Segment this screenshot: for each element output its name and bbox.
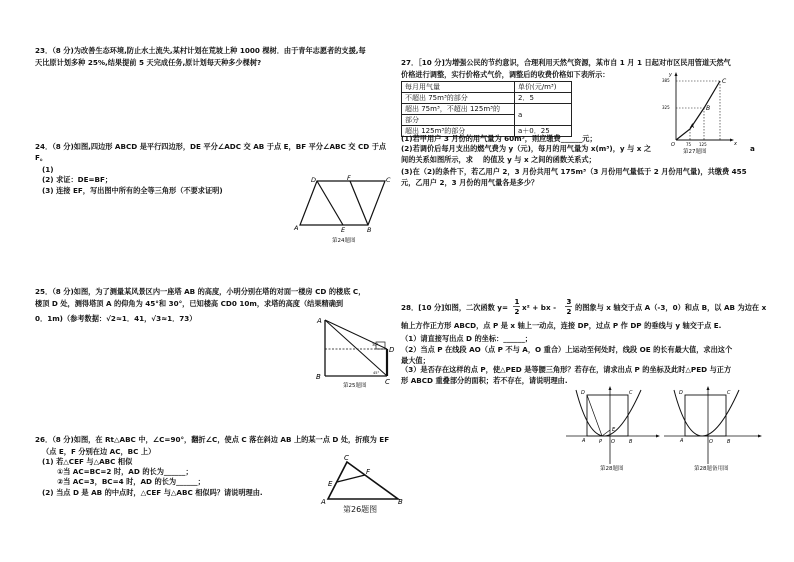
label-A: A [321,498,326,506]
svg-text:A: A [680,438,684,444]
axis-x-label: x [734,141,737,147]
axis-y-label: y [669,72,672,78]
q28-sub3: （3）是否存在这样的点 P，使△PED 是等腰三角形？若存在，请求出点 P 的坐标及此时△PED 与正方 [401,365,732,374]
table-header-cell: 单价(元/m³) [515,82,572,93]
label-E: E [328,480,333,488]
q28-line1a: 28．[10 分]如图，二次函数 y= [401,303,508,312]
table-cell: 不超出 75m³的部分 [402,93,515,104]
q28-sub1: （1）请直接写出点 D 的坐标：______； [401,334,532,343]
label-E: E [341,226,346,234]
label-B: B [367,226,372,234]
table-cell: 超出 75m³，不超出 125m³的 [402,104,515,115]
q28-line1c: 的图象与 x 轴交于点 A（-3，0）和点 B，以 AB 为边在 x [575,303,767,312]
table-cell: a [515,104,572,126]
q27-part4: (3)在（2)的条件下，若乙用户 2，3 月份共用气 175m³（3 月份用气量低于 2 月份用气量)，共缴费 455 [401,167,747,176]
svg-text:2: 2 [514,308,520,316]
svg-text:P: P [599,439,603,445]
table-cell: 超出 125m³的部分 [402,126,515,137]
label-B: B [398,498,403,506]
q28-parabola-figure [566,386,661,466]
label-A: A [690,123,695,130]
svg-text:D: D [679,390,683,396]
q27-part1: (1)若甲用户 3 月份的用气量为 60m³，则应缴费______元； [401,134,597,143]
q24-parallelogram-figure [294,174,400,236]
q23-line1: 23．（8 分)为改善生态环境,防止水土流失,某村计划在荒坡上种 1000 棵树．由于青年志愿者的支援,每 [35,46,366,55]
q28-fraction-1 [513,297,521,317]
q28-sub2: （2）当点 P 在线段 AO（点 P 不与 A，O 重合）上运动至何处时，线段 OE 的长有最大值，求出这个 [401,345,733,354]
label-A: A [317,317,322,325]
q26-caption: 第26题图 [343,505,378,514]
label-F: F [366,468,371,476]
q24-sub3: (3) 连接 EF，写出图中所有的全等三角形（不要求证明) [42,186,223,195]
table-header-cell: 每月用气量 [402,82,515,93]
q28-caption-right: 第28题备用图 [694,466,729,472]
svg-text:D: D [581,390,585,396]
q28-line1b: x² + bx - [522,303,557,312]
tick-125: 125 [699,142,707,147]
svg-text:A: A [582,438,586,444]
q27-part2b: 间的关系如图所示，求 [401,155,473,164]
q27-caption: 第27题图 [683,149,707,155]
q28-line2: 轴上方作正方形 ABCD，点 P 是 x 轴上一动点，连接 DP，过点 P 作 DP 的垂线与 y 轴交于点 E. [401,321,722,330]
svg-text:O: O [611,439,615,445]
q27-part3: 的值及 y 与 x 之间的函数关系式； [483,155,596,164]
q27-line2: 价格进行调整，实行价格式气价，调整后的收费价格如下表所示： [401,70,610,79]
table-row [402,82,572,93]
label-C: C [722,78,727,85]
label-C: C [385,378,390,386]
tick-75: 75 [686,142,692,147]
q26-line2: （点 E，F 分别在边 AC，BC 上） [42,447,156,456]
table-cell: a＋0．25 [515,126,572,137]
svg-text:B: B [629,439,633,445]
label-D: D [311,176,317,184]
q24-sub2: (2) 求证：DE=BF； [42,175,113,184]
table-cell: 2．5 [515,93,572,104]
q26-line1: 26．（8 分)如图，在 Rt△ABC 中，∠C=90°，翻折∠C，使点 C 落在斜边 AB 上的某一点 D 处，折痕为 EF [35,435,390,444]
q26-sub1: (1) 若△CEF 与△ABC 相似 [42,457,133,466]
q24-sub1: (1) [42,165,54,174]
tick-385: 385 [662,78,670,83]
q28-sub3b: 形 ABCD 重叠部分的面积；若不存在，请说明理由. [401,376,568,385]
q25-line2: 楼顶 D 处，测得塔顶 A 的仰角为 45°和 30°，已知楼高 CD0 10m，求塔的高度（结果精确到 [35,299,344,308]
q27-line1: 27．［10 分]为增强公民的节约意识，合理利用天然气资源，某市自 1 月 1 日起对市区民用管道天然气 [401,58,731,67]
label-F: F [347,174,351,182]
svg-text:C: C [727,390,731,396]
label-C: C [386,176,391,184]
label-B: B [316,373,321,381]
q26-triangle-figure [320,454,410,506]
label-A: A [294,224,299,232]
label-O: O [671,142,675,148]
q28-fraction-2 [565,297,573,317]
q27-price-table [401,81,572,137]
label-B: B [706,105,711,112]
label-45deg: 45° [373,371,380,375]
svg-text:2: 2 [566,308,572,316]
table-row [402,104,572,115]
q28-caption-left: 第28题图 [600,466,624,472]
q27-part5: 元，乙用户 2，3 月份的用气量各是多少？ [401,178,539,187]
q26-sub3: ②当 AC=3，BC=4 时，AD 的长为______； [57,477,205,486]
q27-function-graph [662,72,740,148]
label-C: C [344,454,349,462]
svg-text:3: 3 [566,298,572,306]
q25-line3: 0．1m)（参考数据：√2≈1．41，√3≈1．73） [35,314,197,323]
q27-part2c: a [750,144,755,153]
tick-325: 325 [662,105,670,110]
q28-parabola-figure-spare [664,386,764,466]
svg-text:E: E [612,427,616,433]
svg-text:C: C [629,390,633,396]
q26-sub4: (2) 当点 D 是 AB 的中点时，△CEF 与△ABC 相似吗？请说明理由. [42,488,263,497]
svg-text:B: B [727,439,731,445]
table-cell: 部分 [402,115,515,126]
svg-text:O: O [709,439,713,445]
svg-text:1: 1 [514,298,520,306]
table-row [402,93,572,104]
label-30deg: 30° [372,343,379,347]
q24-caption: 第24题图 [332,238,356,244]
q25-line1: 25．（8 分)如图，为了测量某风景区内一座塔 AB 的高度，小明分别在塔的对面一楼房 CD 的楼底 C， [35,287,366,296]
label-D: D [389,346,395,354]
q25-caption: 第25题图 [343,383,367,389]
q26-sub2: ①当 AC=BC=2 时，AD 的长为______； [57,467,193,476]
q27-part2: (2)若调价后每月支出的燃气费为 y（元)，每月的用气量为 x(m³)，y 与 x 之 [401,144,652,153]
q24-line1: 24．（8 分)如图,四边形 ABCD 是平行四边形，DE 平分∠ADC 交 AB 于点 E，BF 平分∠ABC 交 CD 于点 [35,142,387,151]
q23-line2: 天比原计划多种 25%,结果提前 5 天完成任务,原计划每天种多少棵树? [35,58,262,67]
q28-sub2b: 最大值； [401,356,430,365]
q24-line2: F。 [35,153,48,162]
